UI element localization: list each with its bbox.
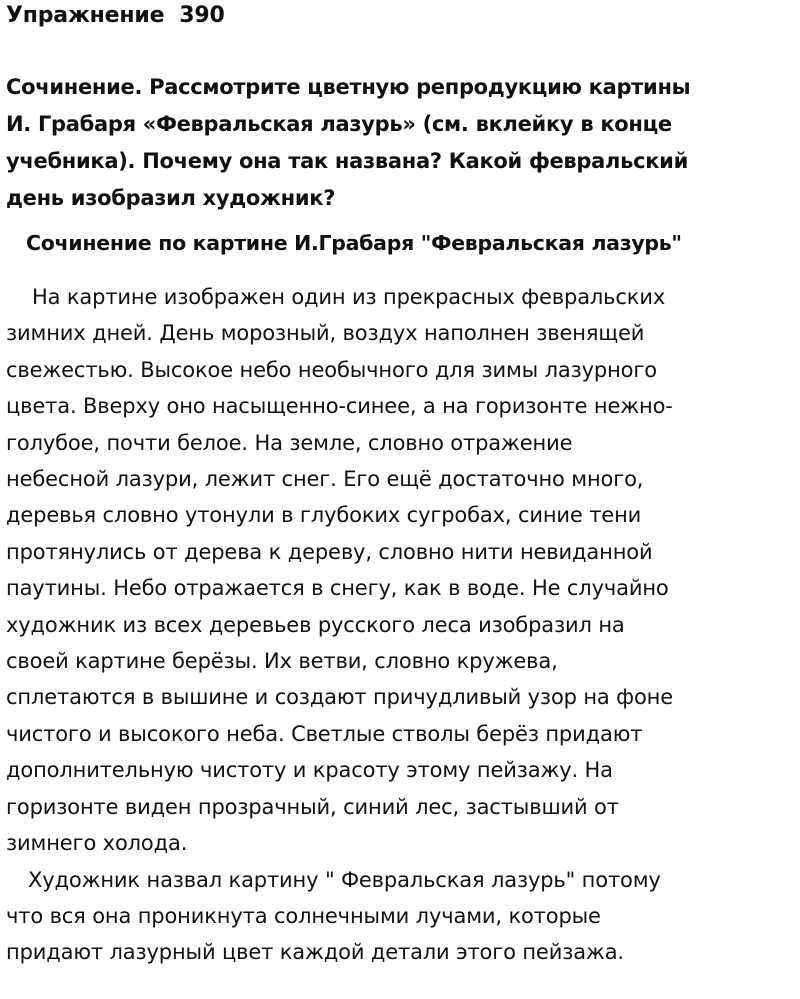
task-line: учебника). Почему она так названа? Какой февральский — [6, 149, 689, 173]
essay-line: протянулись от дерева к дереву, словно нити невиданной — [6, 539, 653, 564]
essay-line: цвета. Вверху оно насыщенно-синее, а на горизонте нежно- — [6, 394, 673, 419]
essay-line: придают лазурный цвет каждой детали этого пейзажа. — [6, 940, 624, 965]
essay-line: деревья словно утонули в глубоких сугробах, синие тени — [6, 503, 642, 528]
document-page — [6, 0, 796, 999]
essay-line: своей картине берёзы. Их ветви, словно кружева, — [6, 649, 558, 674]
task-line: И. Грабаря «Февральская лазурь» (см. вклейку в конце — [6, 112, 672, 136]
task-line: Сочинение. Рассмотрите цветную репродукцию картины — [6, 75, 691, 99]
essay-line: художник из всех деревьев русского леса изобразил на — [6, 612, 625, 637]
task-text — [6, 69, 796, 217]
essay-line: сплетаются в вышине и создают причудливый узор на фоне — [6, 685, 674, 710]
essay-line: Художник назвал картину " Февральская лазурь" потому — [28, 867, 661, 892]
essay-line: горизонте виден прозрачный, синий лес, застывший от — [6, 794, 619, 819]
exercise-title: Упражнение 390 — [6, 3, 225, 28]
essay-line: зимнего холода. — [6, 831, 188, 856]
essay-text — [6, 279, 800, 971]
essay-line: дополнительную чистоту и красоту этому пейзажу. На — [6, 758, 613, 783]
essay-line: небесной лазури, лежит снег. Его ещё достаточно много, — [6, 467, 644, 492]
essay-title: Сочинение по картине И.Грабаря "Февральская лазурь" — [26, 231, 682, 255]
essay-line: свежестью. Высокое небо необычного для зимы лазурного — [6, 357, 657, 382]
essay-line: чистого и высокого неба. Светлые стволы берёз придают — [6, 721, 643, 746]
essay-line: зимних дней. День морозный, воздух наполнен звенящей — [6, 321, 645, 346]
essay-line: что вся она проникнута солнечными лучами, которые — [6, 903, 601, 928]
essay-line: паутины. Небо отражается в снегу, как в воде. Не случайно — [6, 576, 669, 601]
essay-line: голубое, почти белое. На земле, словно отражение — [6, 430, 573, 455]
task-line: день изобразил художник? — [6, 186, 336, 210]
essay-line: На картине изображен один из прекрасных февральских — [32, 285, 666, 309]
